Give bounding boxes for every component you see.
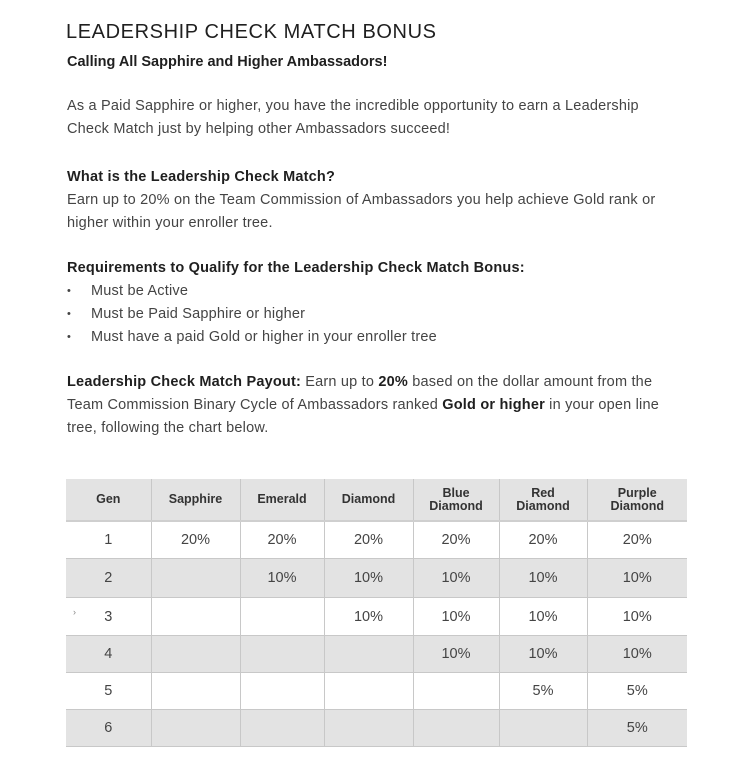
table-cell <box>151 636 240 673</box>
what-heading: What is the Leadership Check Match? <box>67 169 336 185</box>
table-cell: 10% <box>413 636 499 673</box>
table-cell: 10% <box>324 598 413 636</box>
col-header-gen: Gen <box>66 479 151 521</box>
payout-text-2: based on the dollar amount from the Team Commission Binary Cycle of Ambassadors ranked <box>67 374 653 413</box>
table-cell: 10% <box>587 559 687 598</box>
col-header-blue-diamond: Blue Diamond <box>413 479 499 521</box>
table-cell: 10% <box>324 559 413 598</box>
table-row <box>66 673 687 710</box>
table-cell: 5% <box>587 673 687 710</box>
table-row <box>66 636 687 673</box>
table-row <box>66 521 687 559</box>
table-cell <box>413 710 499 747</box>
what-text: Earn up to 20% on the Team Commission of Ambassadors you help achieve Gold rank or higher within your enroller tree. <box>67 192 656 231</box>
intro-paragraph: As a Paid Sapphire or higher, you have the incredible opportunity to earn a Leadership Check Match just by helping other Ambassadors succeed! <box>67 98 639 137</box>
table-cell: 5 <box>66 673 151 710</box>
table-cell: 10% <box>499 559 587 598</box>
col-header-diamond: Diamond <box>324 479 413 521</box>
table-cell: 2 <box>66 559 151 598</box>
table-cell: 10% <box>240 559 324 598</box>
table-cell <box>240 636 324 673</box>
table-cell <box>240 710 324 747</box>
table-cell: 3 <box>66 598 151 636</box>
table-cell: 5% <box>587 710 687 747</box>
table-cell: 20% <box>151 521 240 559</box>
table-cell <box>324 636 413 673</box>
table-cell <box>151 598 240 636</box>
requirement-item: • Must be Active <box>67 280 682 303</box>
stray-mark: › <box>73 607 76 617</box>
requirements-list <box>67 280 682 349</box>
table-cell: 5% <box>499 673 587 710</box>
table-header-row <box>66 479 687 521</box>
table-cell <box>324 673 413 710</box>
table-cell: 10% <box>587 636 687 673</box>
page-title: LEADERSHIP CHECK MATCH BONUS <box>66 21 437 43</box>
payout-rank: Gold or higher <box>442 397 545 413</box>
table-cell <box>413 673 499 710</box>
table-cell: 20% <box>240 521 324 559</box>
payout-percent: 20% <box>378 374 409 390</box>
payout-text-1: Earn up to <box>301 374 379 390</box>
requirements-section <box>67 257 682 349</box>
table-cell: 10% <box>413 598 499 636</box>
table-cell: 1 <box>66 521 151 559</box>
table-row <box>66 598 687 636</box>
table-cell: 20% <box>499 521 587 559</box>
table-cell: 10% <box>587 598 687 636</box>
subtitle: Calling All Sapphire and Higher Ambassadors! <box>67 54 388 70</box>
requirement-item: • Must be Paid Sapphire or higher <box>67 303 682 326</box>
table-row <box>66 559 687 598</box>
table-cell: 20% <box>413 521 499 559</box>
table-cell: 10% <box>499 598 587 636</box>
col-header-red-diamond: Red Diamond <box>499 479 587 521</box>
what-section <box>67 166 682 235</box>
col-header-purple-diamond: Purple Diamond <box>587 479 687 521</box>
table-cell <box>240 598 324 636</box>
table-cell <box>151 559 240 598</box>
table-row <box>66 710 687 747</box>
table-cell <box>499 710 587 747</box>
table-cell <box>240 673 324 710</box>
payout-label: Leadership Check Match Payout: <box>67 374 302 390</box>
col-header-sapphire: Sapphire <box>151 479 240 521</box>
table-cell: 4 <box>66 636 151 673</box>
requirement-item: • Must have a paid Gold or higher in your enroller tree <box>67 326 682 349</box>
table-cell: 10% <box>413 559 499 598</box>
table-cell <box>324 710 413 747</box>
requirements-heading: Requirements to Qualify for the Leadership Check Match Bonus: <box>67 260 525 276</box>
table-cell <box>151 673 240 710</box>
table-cell: 10% <box>499 636 587 673</box>
col-header-emerald: Emerald <box>240 479 324 521</box>
payout-table <box>66 479 687 747</box>
payout-text-3: in your open line tree, following the chart below. <box>67 397 659 436</box>
table-cell <box>151 710 240 747</box>
table-cell: 20% <box>324 521 413 559</box>
payout-paragraph <box>67 371 682 440</box>
table-cell: 20% <box>587 521 687 559</box>
table-cell: 6 <box>66 710 151 747</box>
